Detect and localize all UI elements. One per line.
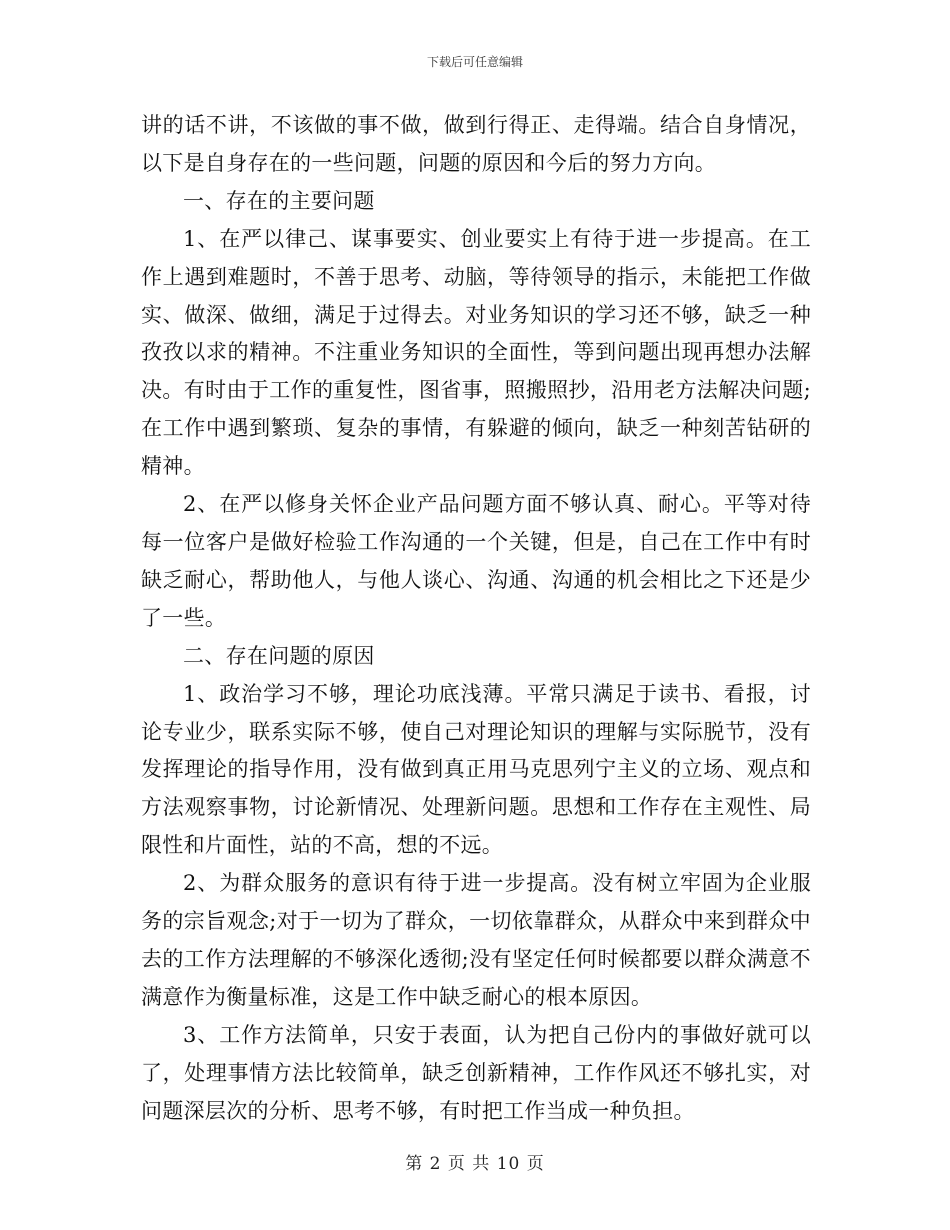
section-heading-causes: 二、存在问题的原因: [183, 643, 375, 668]
document-body: [141, 107, 811, 1130]
page-number: 第 2 页 共 10 页: [405, 1154, 545, 1174]
page-header: 下载后可任意编辑: [426, 55, 523, 69]
paragraph-problem-2: 2、在严以修身关怀企业产品问题方面不够认真、耐心。平等对待每一位客户是做好检验工作沟通的一个关键，但是，自己在工作中有时缺乏耐心，帮助他人，与他人谈心、沟通、沟通的机会相比之下还是少了一些。: [141, 492, 811, 630]
section-heading-problems: 一、存在的主要问题: [183, 188, 375, 213]
paragraph-continued: 讲的话不讲，不该做的事不做，做到行得正、走得端。结合自身情况，以下是自身存在的一些问题，问题的原因和今后的努力方向。: [141, 113, 811, 175]
paragraph-problem-1: 1、在严以律己、谋事要实、创业要实上有待于进一步提高。在工作上遇到难题时，不善于思考、动脑，等待领导的指示，未能把工作做实、做深、做细，满足于过得去。对业务知识的学习还不够，缺乏一种孜孜以求的精神。不注重业务知识的全面性，等到问题出现再想办法解决。有时由于工作的重复性，图省事，照搬照抄，沿用老方法解决问题;在工作中遇到繁琐、复杂的事情，有躲避的倾向，缺乏一种刻苦钻研的精神。: [141, 226, 811, 479]
paragraph-cause-1: 1、政治学习不够，理论功底浅薄。平常只满足于读书、看报，讨论专业少，联系实际不够，使自己对理论知识的理解与实际脱节，没有发挥理论的指导作用，没有做到真正用马克思列宁主义的立场、观点和方法观察事物，讨论新情况、处理新问题。思想和工作存在主观性、局限性和片面性，站的不高，想的不远。: [141, 681, 811, 858]
paragraph-cause-3: 3、工作方法简单，只安于表面，认为把自己份内的事做好就可以了，处理事情方法比较简单，缺乏创新精神，工作作风还不够扎实，对问题深层次的分析、思考不够，有时把工作当成一种负担。: [141, 1022, 811, 1123]
paragraph-cause-2: 2、为群众服务的意识有待于进一步提高。没有树立牢固为企业服务的宗旨观念;对于一切为了群众，一切依靠群众，从群众中来到群众中去的工作方法理解的不够深化透彻;没有坚定任何时候都要以群众满意不满意作为衡量标准，这是工作中缺乏耐心的根本原因。: [141, 871, 811, 1009]
